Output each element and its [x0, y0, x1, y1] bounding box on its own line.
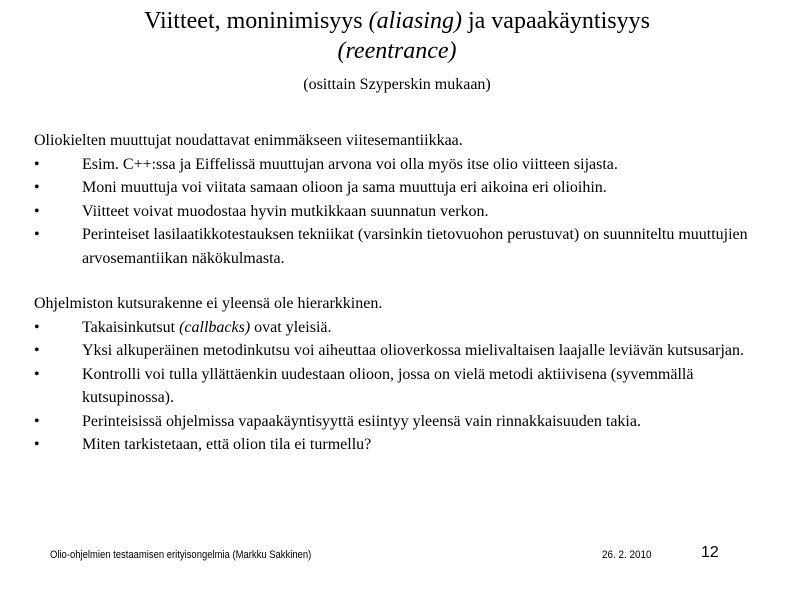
- bullet-icon: •: [34, 342, 40, 359]
- bullet-icon: •: [34, 412, 40, 430]
- list-item: [34, 363, 774, 410]
- list-item: [34, 176, 774, 200]
- list-item: [34, 200, 774, 224]
- bullet-icon: •: [34, 155, 40, 173]
- section-reentrance: [34, 292, 774, 457]
- footer-course-title: Olio-ohjelmien testaamisen erityisongelmia (Markku Sakkinen): [50, 549, 312, 561]
- footer-date: 26. 2. 2010: [602, 549, 652, 561]
- list-item: [34, 433, 774, 457]
- title-text-2: ja vapaakäyntisyys: [461, 8, 650, 34]
- bullet-icon: •: [34, 202, 40, 220]
- bullet-text: Kontrolli voi tulla yllättäenkin uudestaan olioon, jossa on vielä metodi aktiivisena (syvemmällä kutsupinossa).: [82, 365, 694, 406]
- title-term-aliasing: (aliasing): [368, 8, 462, 34]
- bullet-icon: •: [34, 179, 40, 196]
- callback-prefix: Takaisinkutsut: [82, 318, 180, 336]
- title-term-reentrance: (reentrance): [337, 38, 457, 64]
- list-item: [34, 339, 774, 363]
- title-text-1: Viitteet, moninimisyys: [144, 8, 369, 34]
- bullet-icon: •: [34, 365, 40, 383]
- bullet-text: Miten tarkistetaan, että olion tila ei turmellu?: [82, 436, 372, 453]
- page-number: 12: [701, 544, 719, 561]
- section-aliasing: [34, 129, 774, 270]
- callback-suffix: ovat yleisiä.: [250, 318, 332, 336]
- bullet-text: [82, 319, 331, 336]
- section-a-lead: Oliokielten muuttujat noudattavat enimmäkseen viitesemantiikkaa.: [34, 132, 463, 149]
- bullet-icon: •: [34, 318, 40, 336]
- bullet-icon: •: [34, 226, 40, 243]
- list-item: [34, 153, 774, 177]
- callback-term: (callbacks): [179, 318, 251, 336]
- bullet-text: Esim. C++:ssa ja Eiffelissä muuttujan arvona voi olla myös itse olio viitteen sijasta.: [82, 155, 618, 173]
- section-b-lead: Ohjelmiston kutsurakenne ei yleensä ole hierarkkinen.: [34, 295, 383, 312]
- bullet-text: Viitteet voivat muodostaa hyvin mutkikkaan suunnatun verkon.: [82, 202, 489, 220]
- title-line-1: [60, 6, 734, 36]
- bullet-icon: •: [34, 436, 40, 453]
- slide-title: [60, 6, 734, 66]
- slide-subtitle: (osittain Szyperskin mukaan): [303, 76, 491, 93]
- bullet-text: Yksi alkuperäinen metodinkutsu voi aiheuttaa olioverkossa mielivaltaisen laajalle leviävän kutsusarjan.: [82, 342, 745, 359]
- list-item: [34, 316, 774, 340]
- list-item: [34, 410, 774, 434]
- bullet-text: Perinteisissä ohjelmissa vapaakäyntisyyttä esiintyy yleensä vain rinnakkaisuuden takia.: [82, 412, 641, 430]
- bullet-text: Moni muuttuja voi viitata samaan olioon ja sama muuttuja eri aikoina eri olioihin.: [82, 179, 607, 196]
- bullet-text: Perinteiset lasilaatikkotestauksen tekniikat (varsinkin tietovuohon perustuvat) on suunniteltu muuttujien arvosemantiikan näkökulmasta.: [82, 226, 748, 267]
- list-item: [34, 223, 774, 270]
- title-line-2: [60, 36, 734, 66]
